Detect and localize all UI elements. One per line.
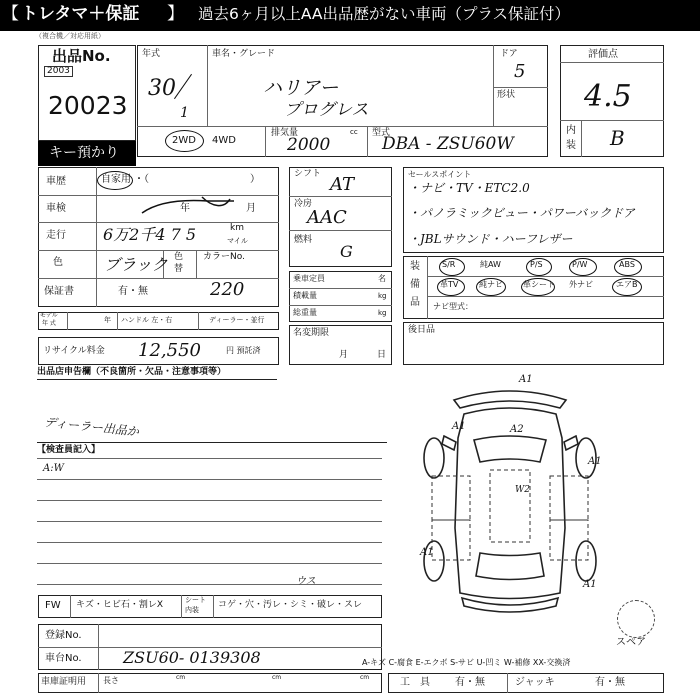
roof [490, 470, 530, 542]
key-badge [38, 141, 136, 166]
equip-sr: S/R [442, 260, 456, 269]
name-label: 車名・グレード [212, 49, 276, 59]
mark-hood: A2 [510, 424, 524, 435]
year-label: 年式 [142, 49, 161, 59]
seller-notes-handwritten: ディーラー出品か [43, 415, 140, 439]
model-label: 型式 [372, 128, 391, 138]
right-front-door [550, 476, 588, 520]
displacement-label: 排気量 [271, 128, 299, 138]
doors-label: ドア [500, 49, 518, 59]
equip-navi: 純ナビ [479, 280, 503, 289]
jack-label: ジャッキ [515, 677, 555, 688]
equip-airbag: エアB [616, 280, 638, 289]
equip-tv: 革TV [440, 280, 459, 289]
post-fit-label: 後日品 [408, 325, 436, 335]
front-left-wheel [424, 438, 444, 478]
mark-right-front: A1 [588, 456, 602, 467]
fuel-label: 燃料 [294, 235, 313, 245]
ac-label: 冷房 [294, 199, 313, 209]
history-own-use: 自家用 [101, 174, 131, 185]
month-value: 1 [180, 105, 189, 121]
seat-codes: コゲ・穴・汚レ・シミ・破レ・スレ [218, 600, 363, 610]
lot-number: 20023 [48, 91, 128, 120]
left-front-door [432, 476, 470, 520]
color-change-1: 色 [174, 252, 184, 262]
doors-value: 5 [514, 61, 526, 82]
score-label: 評価点 [588, 49, 618, 60]
inspection-year-unit: 年 [180, 203, 190, 214]
shift-value: AT [330, 174, 355, 195]
seat-note: ウス [296, 576, 316, 587]
recycle-suffix: 円 預託済 [226, 346, 261, 355]
sales-point-3: ・JBLサウンド・ハーフレザー [408, 232, 573, 246]
model-value: DBA - ZSU60W [382, 134, 514, 154]
length-cm-1: cm [176, 674, 186, 681]
drive-2wd: 2WD [172, 135, 196, 146]
warranty-label: 保証書 [44, 286, 74, 297]
deadline-day: 日 [377, 350, 387, 360]
color-label: 色 [53, 257, 63, 268]
displacement-unit: cc [350, 128, 358, 136]
length-cm-3: cm [360, 674, 370, 681]
front-bumper [454, 391, 566, 408]
equipment-label-3: 品 [410, 297, 420, 308]
deadline-label: 名変期限 [293, 328, 330, 338]
ac-value: AAC [307, 207, 347, 228]
mileage-label: 走行 [46, 230, 66, 241]
capacity-label: 乗車定員 [293, 274, 325, 283]
legend-codes: A-キズ C-腐食 E-エクボ S-サビ U-凹ミ W-補修 XX-交換済 [362, 658, 571, 667]
header-subtitle: 過去6ヶ月以上AA出品歴がない車両（プラス保証付） [198, 5, 571, 23]
jack-options: 有・無 [595, 677, 625, 688]
sales-point-1: ・ナビ・TV・ETC2.0 [408, 181, 530, 195]
weight-label: 総重量 [293, 308, 317, 317]
fw-label: FW [45, 600, 61, 611]
displacement-value: 2000 [287, 135, 331, 155]
recycle-label: リサイクル料金 [43, 346, 105, 356]
load-unit: kg [378, 292, 387, 300]
shape-label: 形状 [497, 90, 516, 100]
mileage-unit-mile: マイル [227, 237, 248, 245]
spare-tire [617, 600, 655, 638]
history-label: 車歴 [46, 176, 66, 187]
color-no-value: 220 [210, 279, 245, 300]
color-no-label: カラーNo. [203, 252, 245, 262]
right-mirror [564, 436, 578, 450]
vehicle-grade: プログレス [284, 100, 369, 120]
interior-label-1: 内 [566, 125, 576, 136]
mileage-unit-km: km [230, 223, 244, 233]
equip-abs: ABS [619, 260, 635, 269]
key-label: キー預かり [49, 145, 119, 161]
equip-seat: 革シート [523, 280, 555, 289]
inspection-month-unit: 月 [246, 203, 256, 214]
inspector-notes-handwritten: A:W [43, 463, 64, 474]
mark-front: A1 [519, 374, 533, 385]
model-year-dealer: ディーラー・並行 [209, 316, 265, 324]
header-bar [0, 0, 700, 31]
warranty-options: 有・無 [118, 286, 148, 297]
mark-roof: W2 [515, 485, 530, 495]
model-year-handle: ハンドル 左・右 [121, 316, 173, 324]
post-fit-box [403, 322, 664, 365]
mark-right-rear: A1 [583, 579, 597, 590]
header-bracket-left: 【 [2, 4, 19, 24]
equip-pw: P/W [572, 260, 588, 269]
sales-points-label: セールスポイント [408, 170, 472, 179]
subheader-note: （複合機／対応用紙） [35, 32, 105, 40]
header-title: トレタマ＋保証 [21, 4, 140, 24]
header-bracket-right: 】 [167, 4, 184, 24]
weight-unit: kg [378, 309, 387, 317]
shift-label: シフト [294, 169, 322, 179]
left-rear-door [432, 520, 470, 560]
history-paren: ・（ [134, 174, 149, 185]
color-change-2: 替 [174, 264, 184, 274]
history-close: ） [250, 174, 260, 185]
year-value: 30 [148, 76, 176, 101]
length-label: 長さ [103, 676, 119, 685]
color-value: ブラック [104, 255, 168, 274]
inspector-notes-label: 【検査員記入】 [37, 445, 101, 455]
inspection-label: 車検 [46, 203, 66, 214]
equipment-label-1: 装 [410, 261, 420, 272]
rear-window [476, 553, 544, 580]
interior-value: B [610, 126, 625, 150]
seller-notes-label: 出品店申告欄（不良箇所・欠品・注意事項等） [37, 367, 227, 377]
model-year-label-2: 年 式 [42, 320, 56, 327]
chassis-value: ZSU60- 0139308 [123, 648, 261, 667]
equipment-label-2: 備 [410, 279, 420, 290]
capacity-unit: 名 [378, 274, 386, 283]
interior-label-2: 装 [566, 140, 576, 151]
fuel-value: G [340, 242, 353, 261]
sales-point-2: ・パノラミックビュー・パワーバックドア [408, 206, 635, 220]
car-diagram [410, 378, 610, 618]
windshield [474, 436, 546, 462]
drive-4wd: 4WD [212, 135, 236, 146]
equip-aw: 純AW [480, 260, 501, 269]
fw-codes: キズ・ヒビ石・割レX [76, 600, 163, 610]
score-value: 4.5 [584, 79, 632, 114]
registration-label: 登録No. [45, 630, 82, 641]
length-cm-2: cm [272, 674, 282, 681]
recycle-value: 12,550 [138, 340, 201, 361]
chassis-label: 車台No. [45, 653, 82, 664]
mileage-value: 6万2千4 7 5 [103, 225, 197, 244]
rear-right-wheel [576, 541, 596, 581]
navi-label: ナビ型式： [433, 302, 473, 311]
model-year-year: 年 [104, 316, 111, 324]
load-label: 積載量 [293, 291, 317, 300]
mark-left-front: A1 [452, 421, 466, 432]
model-year-label-1: モデル [40, 312, 58, 319]
equip-ps: P/S [530, 260, 543, 269]
seat-label-2: 内装 [185, 606, 199, 614]
right-rear-door [550, 520, 588, 560]
equip-ext-navi: 外ナビ [569, 280, 593, 289]
spare-label: スペア [616, 637, 646, 648]
tools-label: 工 具 [400, 677, 430, 688]
deadline-month: 月 [339, 350, 349, 360]
mark-left-rear: A1 [420, 547, 434, 558]
seat-label-1: シート [185, 596, 206, 604]
lot-stamp: 2003 [44, 66, 73, 77]
cert-label: 車庫証明用 [41, 677, 87, 687]
rear-bumper [462, 598, 558, 612]
lot-label: 出品No. [52, 47, 111, 65]
vehicle-name: ハリアー [263, 77, 339, 99]
garage-cert-box [38, 673, 382, 693]
tools-options: 有・無 [455, 677, 485, 688]
left-mirror [442, 436, 456, 450]
